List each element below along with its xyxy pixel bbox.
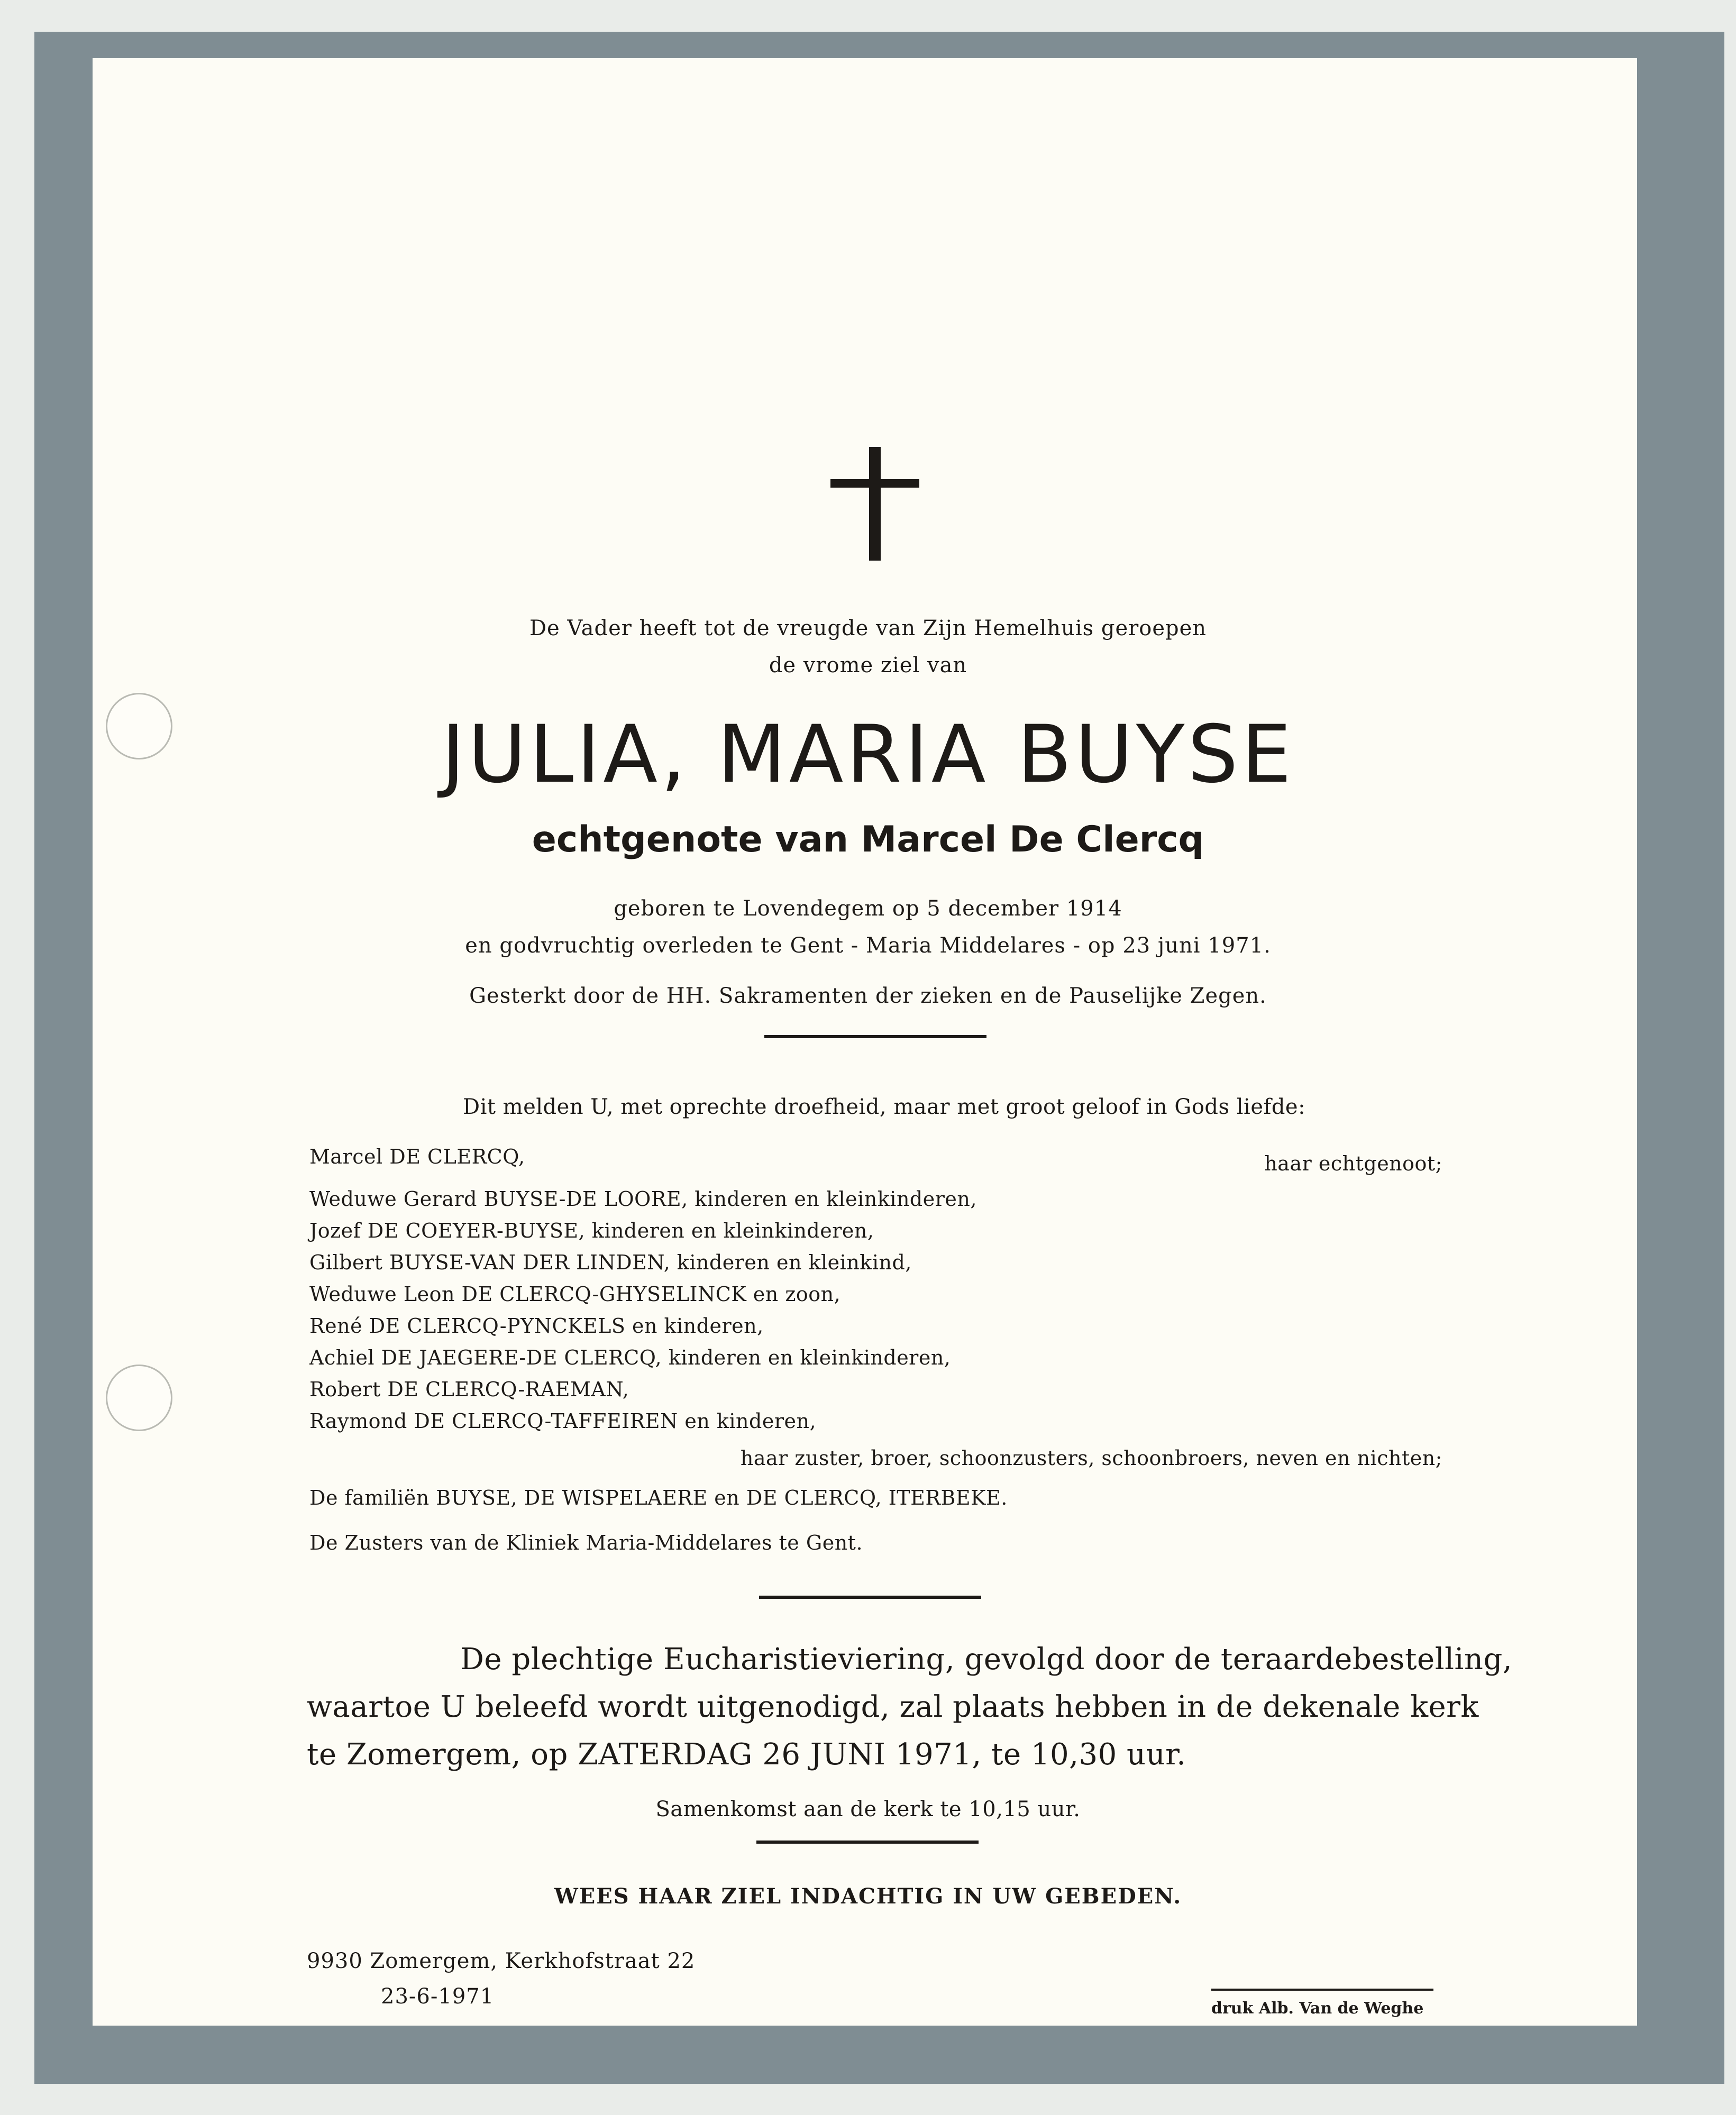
family-member: Jozef DE COEYER-BUYSE, kinderen en kleinkinderen,: [309, 1219, 874, 1242]
divider-3: [756, 1841, 979, 1844]
deceased-name: JULIA, MARIA BUYSE: [441, 709, 1295, 801]
family-member: Weduwe Gerard BUYSE-DE LOORE, kinderen en kleinkinderen,: [309, 1187, 977, 1211]
husband-relation: haar echtgenoot;: [1264, 1152, 1442, 1175]
ceremony-line-1: De plechtige Eucharistieviering, gevolgd door de teraardebestelling,: [460, 1642, 1513, 1677]
family-member: Weduwe Leon DE CLERCQ-GHYSELINCK en zoon,: [309, 1283, 841, 1306]
closing-line: WEES HAAR ZIEL INDACHTIG IN UW GEBEDEN.: [554, 1884, 1182, 1909]
spouse-line: echtgenote van Marcel De Clercq: [532, 819, 1204, 860]
address-street: 9930 Zomergem, Kerkhofstraat 22: [307, 1949, 696, 1973]
sacraments-line: Gesterkt door de HH. Sakramenten der zieken en de Pauselijke Zegen.: [469, 984, 1267, 1008]
intro-line-1: De Vader heeft tot de vreugde van Zijn Hemelhuis geroepen: [529, 616, 1207, 640]
death-line: en godvruchtig overleden te Gent - Maria Middelares - op 23 juni 1971.: [465, 933, 1271, 958]
family-member: Gilbert BUYSE-VAN DER LINDEN, kinderen en kleinkind,: [309, 1251, 912, 1274]
family-member: Robert DE CLERCQ-RAEMAN,: [309, 1378, 629, 1401]
gathering-line: Samenkomst aan de kerk te 10,15 uur.: [655, 1797, 1081, 1821]
family-member: René DE CLERCQ-PYNCKELS en kinderen,: [309, 1314, 764, 1338]
siblings-relation: haar zuster, broer, schoonzusters, schoonbroers, neven en nichten;: [740, 1446, 1442, 1470]
sisters-line: De Zusters van de Kliniek Maria-Middelares te Gent.: [309, 1531, 863, 1554]
families-line: De familiën BUYSE, DE WISPELAERE en DE CLERCQ, ITERBEKE.: [309, 1486, 1008, 1509]
divider-2: [759, 1596, 981, 1599]
ceremony-line-3: te Zomergem, op ZATERDAG 26 JUNI 1971, te 10,30 uur.: [307, 1737, 1186, 1772]
birth-line: geboren te Lovendegem op 5 december 1914: [614, 896, 1122, 921]
announcement-line: Dit melden U, met oprechte droefheid, maar met groot geloof in Gods liefde:: [463, 1095, 1306, 1119]
intro-line-2: de vrome ziel van: [769, 653, 967, 677]
punch-hole-bottom: [106, 1365, 172, 1431]
family-member: Achiel DE JAEGERE-DE CLERCQ, kinderen en kleinkinderen,: [309, 1346, 951, 1369]
address-date: 23-6-1971: [381, 1984, 495, 2009]
divider-1: [764, 1035, 986, 1038]
printer-rule: [1211, 1989, 1433, 1991]
husband-name: Marcel DE CLERCQ,: [309, 1145, 525, 1168]
ceremony-line-2: waartoe U beleefd wordt uitgenodigd, zal plaats hebben in de dekenale kerk: [307, 1690, 1479, 1724]
card-paper: [93, 58, 1637, 2026]
family-member: Raymond DE CLERCQ-TAFFEIREN en kinderen,: [309, 1409, 817, 1433]
printer-credit: druk Alb. Van de Weghe: [1211, 1999, 1424, 2018]
